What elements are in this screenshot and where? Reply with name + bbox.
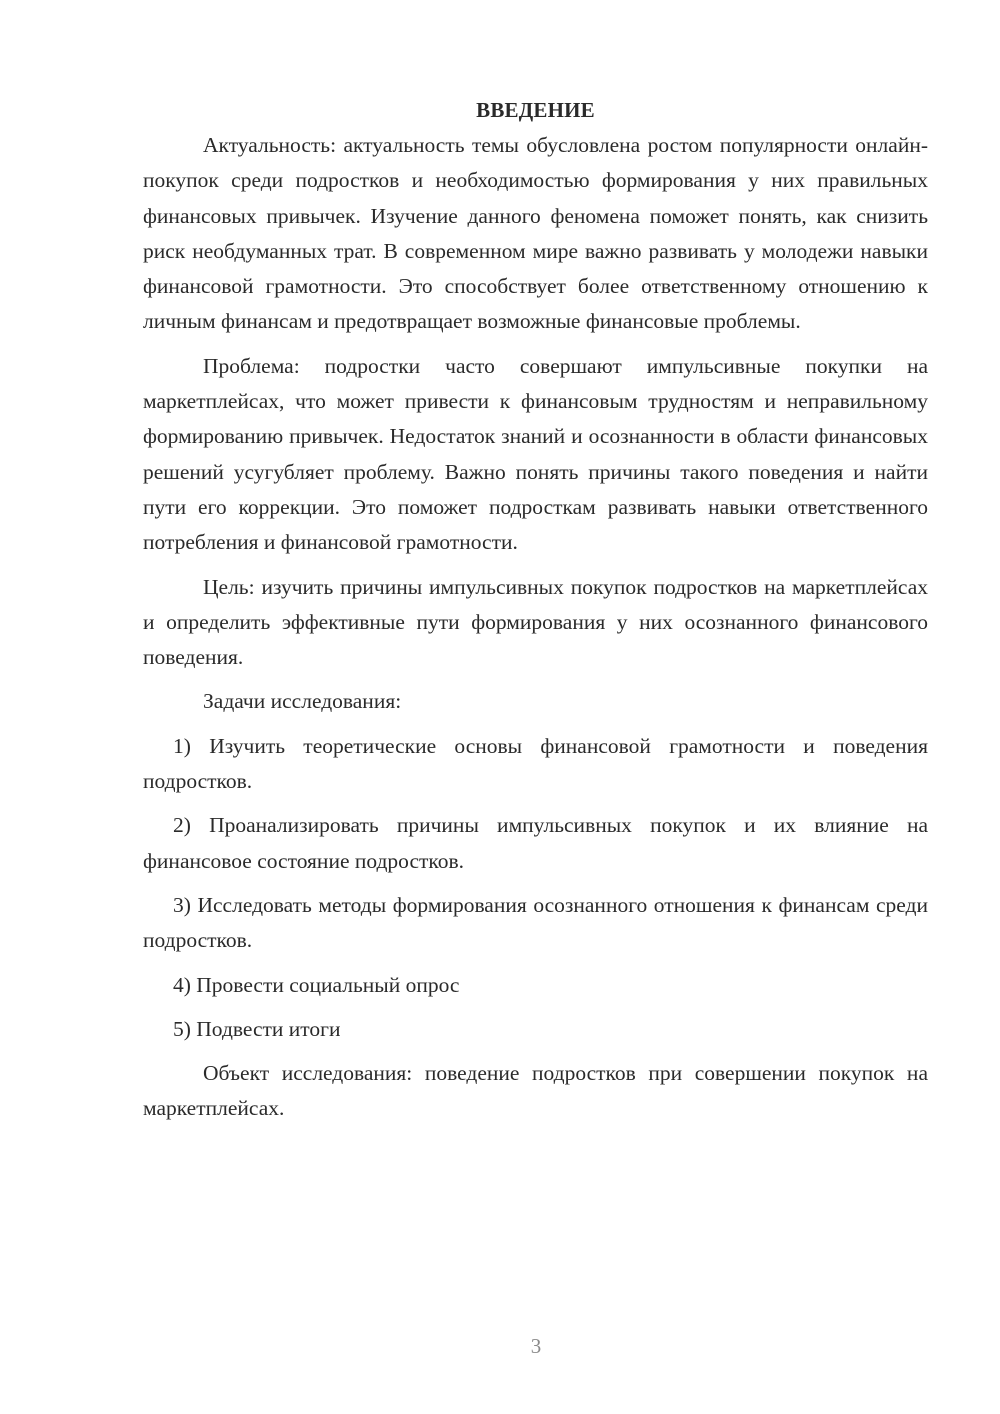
- tasks-heading: Задачи исследования:: [203, 689, 402, 714]
- section-title: ВВЕДЕНИЕ: [476, 98, 595, 122]
- task-item-1: 1) Изучить теоретические основы финансовой грамотности и поведения подростков.: [143, 733, 928, 794]
- task-item-5: 5) Подвести итоги: [173, 1016, 341, 1041]
- task-item-4: 4) Провести социальный опрос: [173, 972, 460, 997]
- document-body: [143, 92, 928, 1127]
- paragraph-problem: Проблема: подростки часто совершают импульсивные покупки на маркетплейсах, что может привести к финансовым трудностям и неправильному формированию привычек. Недостаток знаний и осознанности в области финансовых решений усугубляет проблему. Важно понять причины такого поведения и найти пути его коррекции. Это поможет подросткам развивать навыки ответственного потребления и финансовой грамотности.: [143, 353, 928, 555]
- task-item-3: 3) Исследовать методы формирования осознанного отношения к финансам среди подростков.: [143, 892, 928, 953]
- paragraph-relevance: Актуальность: актуальность темы обусловлена ростом популярности онлайн-покупок среди подростков и необходимостью формирования у них правильных финансовых привычек. Изучение данного феномена поможет понять, как снизить риск необдуманных трат. В современном мире важно развивать у молодежи навыки финансовой грамотности. Это способствует более ответственному отношению к личным финансам и предотвращает возможные финансовые проблемы.: [143, 133, 928, 334]
- paragraph-goal: Цель: изучить причины импульсивных покупок подростков на маркетплейсах и определить эффективные пути формирования у них осознанного финансового поведения.: [143, 574, 928, 670]
- paragraph-object: Объект исследования: поведение подростков при совершении покупок на маркетплейсах.: [143, 1061, 928, 1121]
- task-item-2: 2) Проанализировать причины импульсивных покупок и их влияние на финансовое состояние подростков.: [143, 813, 928, 873]
- page-number: 3: [530, 1334, 542, 1358]
